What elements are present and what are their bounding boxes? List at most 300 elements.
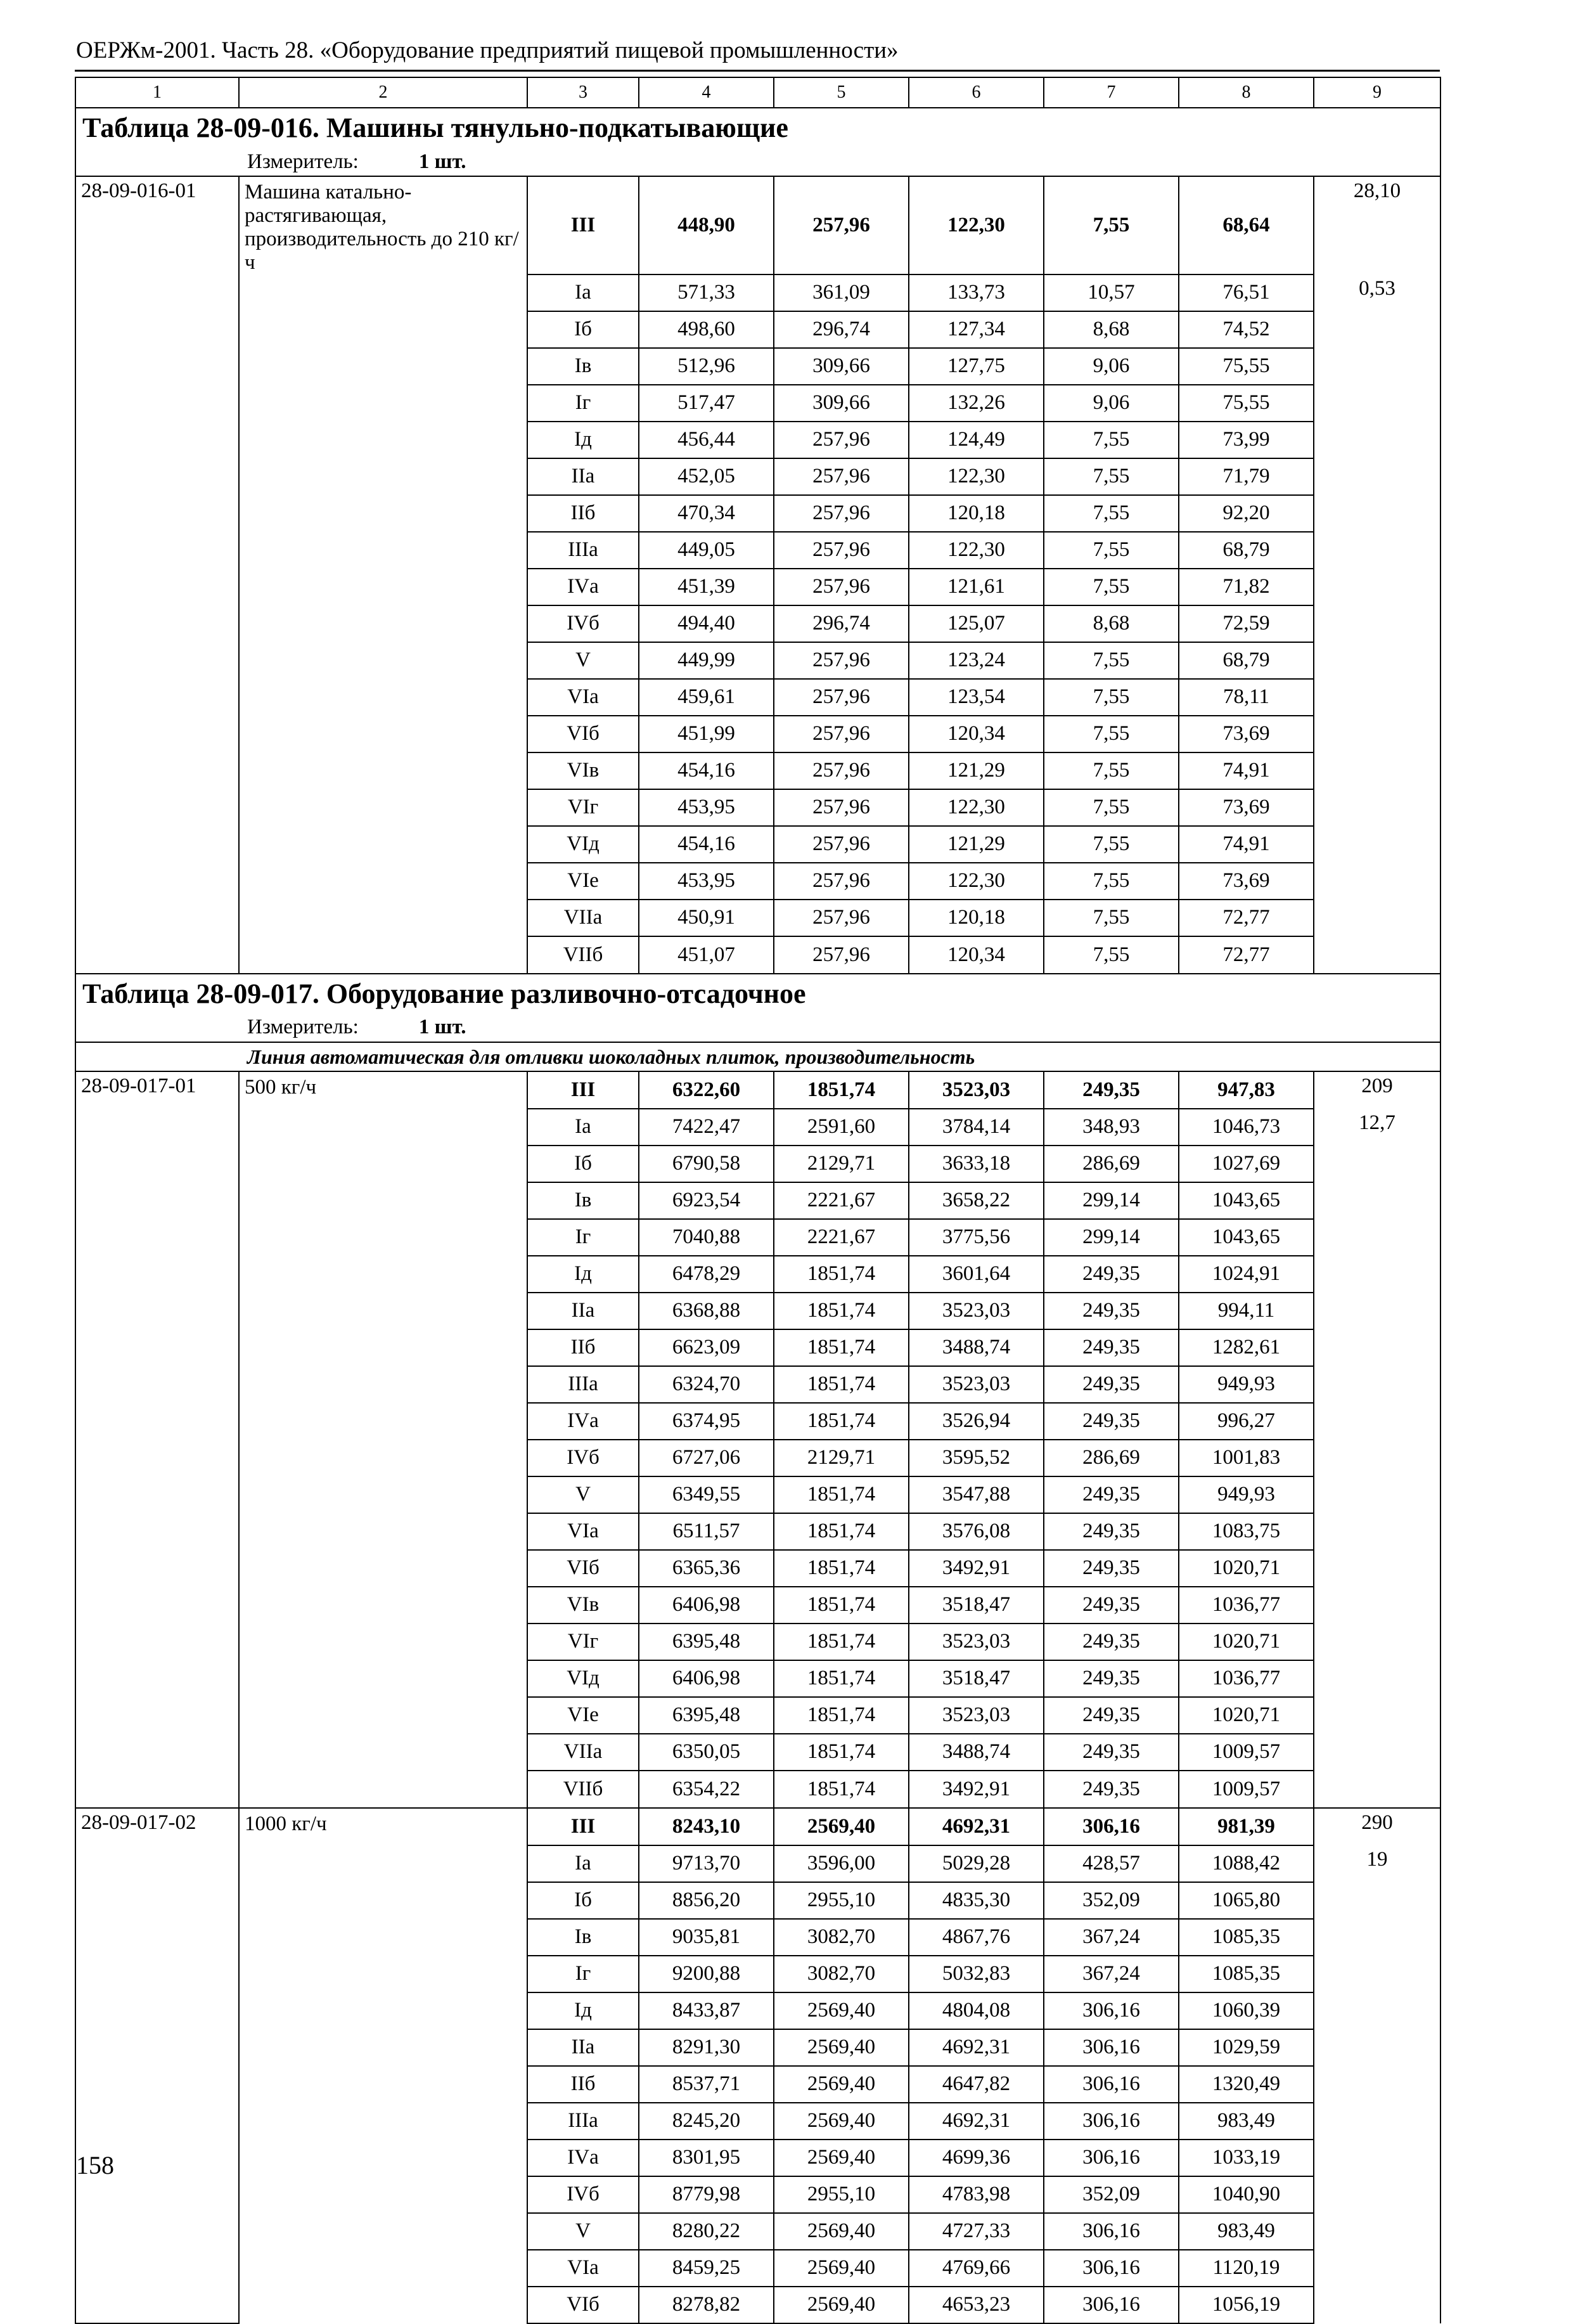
price-value: 75,55 xyxy=(1179,385,1314,422)
price-zone: Iд xyxy=(527,422,639,458)
price-value: 947,83 xyxy=(1179,1071,1314,1109)
item-code-cell xyxy=(75,385,239,422)
extra-value xyxy=(1314,1771,1440,1808)
price-value: 306,16 xyxy=(1044,2103,1179,2140)
item-description-cell xyxy=(239,1587,527,1624)
item-code-cell xyxy=(75,1624,239,1660)
price-value: 3526,94 xyxy=(909,1403,1044,1440)
extra-value xyxy=(1314,348,1440,385)
price-value: 7,55 xyxy=(1044,458,1179,495)
extra-value xyxy=(1314,936,1440,974)
price-value: 6368,88 xyxy=(639,1293,774,1329)
extra-value xyxy=(1314,789,1440,826)
item-description-cell xyxy=(239,1256,527,1293)
item-code-cell xyxy=(75,1329,239,1366)
price-value: 949,93 xyxy=(1179,1366,1314,1403)
table-row xyxy=(75,1882,1440,1919)
price-value: 6350,05 xyxy=(639,1734,774,1771)
extra-value xyxy=(1314,1660,1440,1697)
table-row xyxy=(75,1329,1440,1366)
table-row xyxy=(75,2103,1440,2140)
extra-value xyxy=(1314,2029,1440,2066)
subheading-row xyxy=(75,1042,1440,1071)
price-value: 1009,57 xyxy=(1179,1771,1314,1808)
item-description-cell xyxy=(239,1882,527,1919)
item-description-cell xyxy=(239,2140,527,2176)
price-value: 120,34 xyxy=(909,936,1044,974)
price-value: 8856,20 xyxy=(639,1882,774,1919)
price-zone: IIа xyxy=(527,2029,639,2066)
price-table xyxy=(75,77,1441,2324)
extra-value xyxy=(1314,422,1440,458)
table-row xyxy=(75,1513,1440,1550)
table-row xyxy=(75,1071,1440,1109)
price-value: 8280,22 xyxy=(639,2213,774,2250)
item-description-cell xyxy=(239,1697,527,1734)
price-value: 2569,40 xyxy=(774,2029,909,2066)
price-value: 120,18 xyxy=(909,900,1044,936)
item-code-cell xyxy=(75,716,239,752)
price-value: 1851,74 xyxy=(774,1513,909,1550)
price-value: 1088,42 xyxy=(1179,1845,1314,1882)
table-row xyxy=(75,422,1440,458)
extra-value xyxy=(1314,2287,1440,2323)
column-number-row xyxy=(75,77,1440,108)
price-value: 74,91 xyxy=(1179,752,1314,789)
price-value: 3523,03 xyxy=(909,1624,1044,1660)
table-row xyxy=(75,1476,1440,1513)
item-description-cell xyxy=(239,1146,527,1182)
price-zone: Iв xyxy=(527,1182,639,1219)
price-value: 8245,20 xyxy=(639,2103,774,2140)
price-zone: IVа xyxy=(527,2140,639,2176)
table-title: Таблица 28-09-017. Оборудование разливочно-отсадочное xyxy=(75,974,1440,1014)
price-value: 8779,98 xyxy=(639,2176,774,2213)
table-row xyxy=(75,1219,1440,1256)
price-value: 994,11 xyxy=(1179,1293,1314,1329)
price-value: 6395,48 xyxy=(639,1624,774,1660)
table-row xyxy=(75,1771,1440,1808)
price-value: 1851,74 xyxy=(774,1366,909,1403)
extra-value xyxy=(1314,532,1440,569)
price-value: 7,55 xyxy=(1044,900,1179,936)
price-value: 3518,47 xyxy=(909,1587,1044,1624)
price-value: 4692,31 xyxy=(909,2103,1044,2140)
price-value: 4692,31 xyxy=(909,1808,1044,1845)
item-code-cell xyxy=(75,1256,239,1293)
table-row xyxy=(75,752,1440,789)
price-value: 996,27 xyxy=(1179,1403,1314,1440)
extra-value xyxy=(1314,495,1440,532)
item-code-cell xyxy=(75,532,239,569)
price-zone: Iа xyxy=(527,1109,639,1146)
column-number: 8 xyxy=(1179,77,1314,108)
price-value: 73,99 xyxy=(1179,422,1314,458)
price-value: 1027,69 xyxy=(1179,1146,1314,1182)
table-row xyxy=(75,311,1440,348)
price-value: 72,59 xyxy=(1179,605,1314,642)
price-value: 512,96 xyxy=(639,348,774,385)
price-value: 8459,25 xyxy=(639,2250,774,2287)
price-value: 459,61 xyxy=(639,679,774,716)
price-value: 257,96 xyxy=(774,642,909,679)
item-description-cell xyxy=(239,1845,527,1882)
price-value: 127,75 xyxy=(909,348,1044,385)
price-value: 296,74 xyxy=(774,311,909,348)
extra-value xyxy=(1314,1550,1440,1587)
item-description-cell xyxy=(239,936,527,974)
price-zone: Iд xyxy=(527,1992,639,2029)
table-row xyxy=(75,1697,1440,1734)
price-zone: IVа xyxy=(527,569,639,605)
item-description-cell xyxy=(239,311,527,348)
price-value: 2569,40 xyxy=(774,2287,909,2323)
item-description-cell xyxy=(239,642,527,679)
price-zone: VIIб xyxy=(527,1771,639,1808)
table-row xyxy=(75,532,1440,569)
item-code-cell xyxy=(75,1293,239,1329)
price-value: 9713,70 xyxy=(639,1845,774,1882)
page-number: 158 xyxy=(76,2151,114,2179)
item-code-cell xyxy=(75,1919,239,1956)
price-value: 3523,03 xyxy=(909,1366,1044,1403)
price-value: 348,93 xyxy=(1044,1109,1179,1146)
item-description-cell xyxy=(239,752,527,789)
price-value: 4783,98 xyxy=(909,2176,1044,2213)
extra-value xyxy=(1314,2066,1440,2103)
item-description-cell xyxy=(239,679,527,716)
price-value: 71,79 xyxy=(1179,458,1314,495)
price-value: 456,44 xyxy=(639,422,774,458)
price-zone: Iв xyxy=(527,1919,639,1956)
item-code-cell xyxy=(75,422,239,458)
table-row xyxy=(75,2213,1440,2250)
price-value: 5029,28 xyxy=(909,1845,1044,1882)
price-value: 3784,14 xyxy=(909,1109,1044,1146)
price-value: 132,26 xyxy=(909,385,1044,422)
price-value: 428,57 xyxy=(1044,1845,1179,1882)
price-value: 1033,19 xyxy=(1179,2140,1314,2176)
price-zone: Iб xyxy=(527,1882,639,1919)
table-row xyxy=(75,348,1440,385)
item-description-cell xyxy=(239,1476,527,1513)
table-row xyxy=(75,1624,1440,1660)
price-value: 74,91 xyxy=(1179,826,1314,863)
price-value: 3596,00 xyxy=(774,1845,909,1882)
price-value: 470,34 xyxy=(639,495,774,532)
item-description-cell xyxy=(239,716,527,752)
price-zone: Iг xyxy=(527,1956,639,1992)
price-value: 1043,65 xyxy=(1179,1182,1314,1219)
price-value: 4835,30 xyxy=(909,1882,1044,1919)
price-zone: IIб xyxy=(527,495,639,532)
extra-value xyxy=(1314,458,1440,495)
price-value: 1065,80 xyxy=(1179,1882,1314,1919)
price-value: 9,06 xyxy=(1044,348,1179,385)
table-title-row xyxy=(75,974,1440,1014)
item-description-cell xyxy=(239,2103,527,2140)
price-value: 1036,77 xyxy=(1179,1660,1314,1697)
price-zone: IIIа xyxy=(527,532,639,569)
item-code-cell xyxy=(75,936,239,974)
item-code-cell xyxy=(75,1882,239,1919)
price-value: 1851,74 xyxy=(774,1329,909,1366)
price-value: 6354,22 xyxy=(639,1771,774,1808)
price-value: 3082,70 xyxy=(774,1919,909,1956)
price-value: 1851,74 xyxy=(774,1660,909,1697)
price-value: 121,29 xyxy=(909,752,1044,789)
table-row xyxy=(75,495,1440,532)
price-value: 1024,91 xyxy=(1179,1256,1314,1293)
price-value: 6478,29 xyxy=(639,1256,774,1293)
table-title-row xyxy=(75,108,1440,148)
price-value: 133,73 xyxy=(909,274,1044,311)
extra-value: 28,10 xyxy=(1314,176,1440,274)
price-value: 306,16 xyxy=(1044,2066,1179,2103)
price-value: 2569,40 xyxy=(774,2103,909,2140)
column-number: 3 xyxy=(527,77,639,108)
table-row xyxy=(75,1734,1440,1771)
item-code-cell xyxy=(75,311,239,348)
price-value: 257,96 xyxy=(774,569,909,605)
extra-value xyxy=(1314,1992,1440,2029)
price-value: 6727,06 xyxy=(639,1440,774,1476)
extra-value xyxy=(1314,1293,1440,1329)
price-value: 124,49 xyxy=(909,422,1044,458)
price-zone: VIв xyxy=(527,752,639,789)
price-value: 6406,98 xyxy=(639,1660,774,1697)
price-value: 361,09 xyxy=(774,274,909,311)
item-code-cell xyxy=(75,1182,239,1219)
extra-value xyxy=(1314,1476,1440,1513)
item-code: 28-09-017-02 xyxy=(75,1808,239,1845)
table-row xyxy=(75,1440,1440,1476)
extra-value xyxy=(1314,1182,1440,1219)
measure-row xyxy=(75,148,1440,176)
price-value: 3601,64 xyxy=(909,1256,1044,1293)
item-code-cell xyxy=(75,1219,239,1256)
item-description-cell xyxy=(239,2029,527,2066)
price-zone: IVб xyxy=(527,605,639,642)
column-number: 6 xyxy=(909,77,1044,108)
table-body xyxy=(75,77,1440,2323)
item-description-cell xyxy=(239,348,527,385)
price-value: 4692,31 xyxy=(909,2029,1044,2066)
price-value: 517,47 xyxy=(639,385,774,422)
extra-value xyxy=(1314,1624,1440,1660)
extra-value xyxy=(1314,311,1440,348)
table-row xyxy=(75,1256,1440,1293)
extra-value xyxy=(1314,1734,1440,1771)
price-value: 1040,90 xyxy=(1179,2176,1314,2213)
item-code-cell xyxy=(75,1697,239,1734)
price-value: 122,30 xyxy=(909,458,1044,495)
table-row xyxy=(75,1660,1440,1697)
item-code-cell xyxy=(75,495,239,532)
item-code-cell xyxy=(75,789,239,826)
price-value: 6511,57 xyxy=(639,1513,774,1550)
price-zone: IVб xyxy=(527,2176,639,2213)
price-value: 2569,40 xyxy=(774,2213,909,2250)
price-value: 249,35 xyxy=(1044,1587,1179,1624)
measure-cell xyxy=(75,1014,1440,1042)
price-value: 306,16 xyxy=(1044,1808,1179,1845)
price-value: 2569,40 xyxy=(774,2140,909,2176)
price-value: 125,07 xyxy=(909,605,1044,642)
price-zone: Iд xyxy=(527,1256,639,1293)
price-value: 257,96 xyxy=(774,495,909,532)
item-code-cell xyxy=(75,2213,239,2250)
table-row xyxy=(75,1919,1440,1956)
price-value: 9200,88 xyxy=(639,1956,774,1992)
price-value: 249,35 xyxy=(1044,1734,1179,1771)
price-value: 7,55 xyxy=(1044,936,1179,974)
item-description-cell xyxy=(239,1219,527,1256)
extra-value xyxy=(1314,1329,1440,1366)
price-value: 8537,71 xyxy=(639,2066,774,2103)
price-value: 7,55 xyxy=(1044,642,1179,679)
item-code-cell xyxy=(75,605,239,642)
item-code: 28-09-016-01 xyxy=(75,176,239,274)
price-value: 257,96 xyxy=(774,863,909,900)
item-code-cell xyxy=(75,348,239,385)
price-value: 1083,75 xyxy=(1179,1513,1314,1550)
price-zone: VIг xyxy=(527,789,639,826)
price-value: 1851,74 xyxy=(774,1734,909,1771)
price-value: 7,55 xyxy=(1044,826,1179,863)
item-description-cell xyxy=(239,422,527,458)
item-code-cell xyxy=(75,1771,239,1808)
table-row xyxy=(75,642,1440,679)
price-value: 1036,77 xyxy=(1179,1587,1314,1624)
price-value: 8,68 xyxy=(1044,311,1179,348)
table-row xyxy=(75,1587,1440,1624)
item-description-cell xyxy=(239,1440,527,1476)
price-value: 1020,71 xyxy=(1179,1550,1314,1587)
column-number: 9 xyxy=(1314,77,1440,108)
price-value: 257,96 xyxy=(774,789,909,826)
price-value: 7,55 xyxy=(1044,679,1179,716)
price-value: 3775,56 xyxy=(909,1219,1044,1256)
measure-unit: 1 шт. xyxy=(418,1016,466,1039)
price-value: 249,35 xyxy=(1044,1697,1179,1734)
price-value: 7,55 xyxy=(1044,422,1179,458)
measure-label: Измеритель: xyxy=(247,1016,359,1039)
table-row xyxy=(75,569,1440,605)
item-code-cell xyxy=(75,1587,239,1624)
extra-value: 290 xyxy=(1314,1808,1440,1845)
price-value: 4769,66 xyxy=(909,2250,1044,2287)
price-zone: VIв xyxy=(527,1587,639,1624)
price-value: 448,90 xyxy=(639,176,774,274)
price-value: 121,61 xyxy=(909,569,1044,605)
price-value: 494,40 xyxy=(639,605,774,642)
price-value: 1056,19 xyxy=(1179,2287,1314,2323)
item-description-cell xyxy=(239,274,527,311)
price-value: 454,16 xyxy=(639,826,774,863)
price-value: 4804,08 xyxy=(909,1992,1044,2029)
table-row xyxy=(75,2176,1440,2213)
price-value: 9035,81 xyxy=(639,1919,774,1956)
price-value: 453,95 xyxy=(639,789,774,826)
price-value: 71,82 xyxy=(1179,569,1314,605)
price-value: 121,29 xyxy=(909,826,1044,863)
price-value: 449,99 xyxy=(639,642,774,679)
price-value: 352,09 xyxy=(1044,1882,1179,1919)
price-value: 8291,30 xyxy=(639,2029,774,2066)
measure-unit: 1 шт. xyxy=(418,150,466,173)
price-value: 309,66 xyxy=(774,348,909,385)
price-value: 1851,74 xyxy=(774,1256,909,1293)
price-zone: IIIа xyxy=(527,1366,639,1403)
item-description-cell xyxy=(239,2176,527,2213)
price-value: 1851,74 xyxy=(774,1476,909,1513)
price-value: 296,74 xyxy=(774,605,909,642)
item-description-cell xyxy=(239,1513,527,1550)
item-description: 1000 кг/ч xyxy=(239,1808,527,1845)
item-description-cell xyxy=(239,385,527,422)
extra-value xyxy=(1314,826,1440,863)
price-value: 286,69 xyxy=(1044,1146,1179,1182)
price-value: 6349,55 xyxy=(639,1476,774,1513)
extra-value xyxy=(1314,642,1440,679)
price-value: 352,09 xyxy=(1044,2176,1179,2213)
price-value: 1851,74 xyxy=(774,1697,909,1734)
price-value: 7,55 xyxy=(1044,176,1179,274)
price-value: 257,96 xyxy=(774,532,909,569)
price-value: 257,96 xyxy=(774,458,909,495)
item-description-cell xyxy=(239,2250,527,2287)
price-zone: VIд xyxy=(527,1660,639,1697)
price-value: 68,79 xyxy=(1179,532,1314,569)
item-description-cell xyxy=(239,2287,527,2323)
item-description-cell xyxy=(239,1956,527,1992)
column-number: 7 xyxy=(1044,77,1179,108)
price-value: 7,55 xyxy=(1044,716,1179,752)
item-code-cell xyxy=(75,458,239,495)
item-description-cell xyxy=(239,1329,527,1366)
price-zone: IIIа xyxy=(527,2103,639,2140)
extra-value xyxy=(1314,752,1440,789)
price-zone: IIа xyxy=(527,1293,639,1329)
price-value: 249,35 xyxy=(1044,1771,1179,1808)
price-value: 257,96 xyxy=(774,716,909,752)
price-zone: VIе xyxy=(527,1697,639,1734)
price-value: 257,96 xyxy=(774,936,909,974)
price-value: 75,55 xyxy=(1179,348,1314,385)
price-value: 451,39 xyxy=(639,569,774,605)
extra-value xyxy=(1314,1366,1440,1403)
extra-value xyxy=(1314,1256,1440,1293)
price-value: 72,77 xyxy=(1179,900,1314,936)
price-zone: VIIа xyxy=(527,900,639,936)
price-value: 257,96 xyxy=(774,679,909,716)
price-value: 299,14 xyxy=(1044,1219,1179,1256)
price-value: 306,16 xyxy=(1044,2140,1179,2176)
price-value: 4727,33 xyxy=(909,2213,1044,2250)
price-zone: VIIб xyxy=(527,936,639,974)
table-row xyxy=(75,1808,1440,1845)
table-row xyxy=(75,1182,1440,1219)
price-value: 3492,91 xyxy=(909,1550,1044,1587)
price-value: 249,35 xyxy=(1044,1660,1179,1697)
item-description-cell xyxy=(239,863,527,900)
price-value: 4867,76 xyxy=(909,1919,1044,1956)
price-value: 1009,57 xyxy=(1179,1734,1314,1771)
price-value: 454,16 xyxy=(639,752,774,789)
price-value: 249,35 xyxy=(1044,1071,1179,1109)
price-value: 7,55 xyxy=(1044,495,1179,532)
